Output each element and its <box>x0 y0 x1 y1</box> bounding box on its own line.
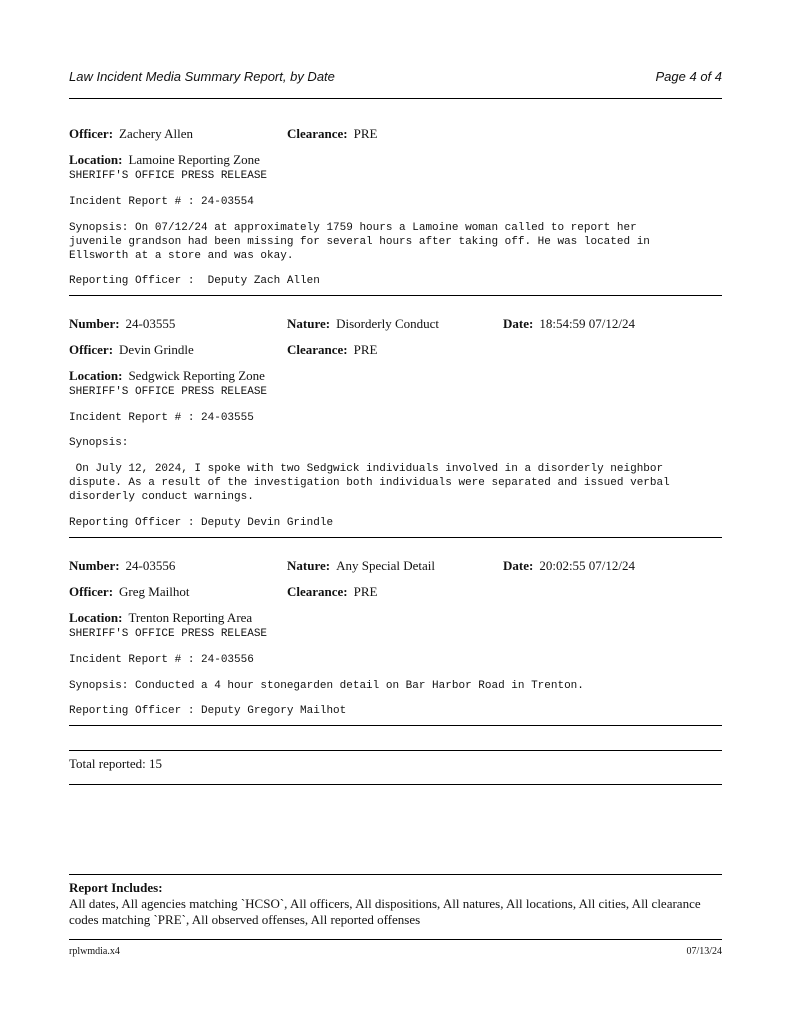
clearance-field <box>287 584 377 600</box>
number-value: 24-03555 <box>125 316 176 331</box>
header-divider <box>69 98 722 99</box>
officer-value: Greg Mailhot <box>119 584 190 599</box>
includes-divider-top <box>69 874 722 875</box>
clearance-value: PRE <box>353 342 378 357</box>
clearance-field <box>287 126 377 142</box>
reporting-officer: Reporting Officer : Deputy Devin Grindle <box>69 517 334 529</box>
date-value: 20:02:55 07/12/24 <box>539 558 636 573</box>
nature-label: Nature: <box>287 558 331 573</box>
officer-field <box>69 126 193 142</box>
location-field <box>69 368 265 384</box>
clearance-field <box>287 342 377 358</box>
officer-field <box>69 584 189 600</box>
nature-value: Any Special Detail <box>336 558 436 573</box>
report-header <box>69 66 722 88</box>
print-date: 07/13/24 <box>686 946 722 957</box>
date-label: Date: <box>503 558 534 573</box>
synopsis-label: Synopsis: <box>69 437 129 449</box>
clearance-value: PRE <box>353 584 378 599</box>
nature-value: Disorderly Conduct <box>336 316 439 331</box>
press-release-line: SHERIFF'S OFFICE PRESS RELEASE <box>69 386 268 398</box>
officer-value: Zachery Allen <box>119 126 194 141</box>
nature-field <box>287 316 439 332</box>
total-reported: Total reported: 15 <box>69 756 162 771</box>
date-field <box>503 558 635 574</box>
number-field <box>69 558 175 574</box>
location-value: Lamoine Reporting Zone <box>128 152 260 167</box>
officer-field <box>69 342 194 358</box>
location-value: Trenton Reporting Area <box>128 610 253 625</box>
reporting-officer: Reporting Officer : Deputy Zach Allen <box>69 275 320 287</box>
press-release-line: SHERIFF'S OFFICE PRESS RELEASE <box>69 170 268 182</box>
clearance-label: Clearance: <box>287 126 348 141</box>
page-number: Page 4 of 4 <box>655 69 722 84</box>
incident-divider <box>69 725 722 726</box>
number-field <box>69 316 175 332</box>
clearance-label: Clearance: <box>287 584 348 599</box>
location-value: Sedgwick Reporting Zone <box>128 368 265 383</box>
clearance-label: Clearance: <box>287 342 348 357</box>
total-divider-bottom <box>69 784 722 785</box>
location-field <box>69 610 252 626</box>
incident-divider <box>69 537 722 538</box>
clearance-value: PRE <box>353 126 378 141</box>
footer-divider <box>69 939 722 940</box>
date-field <box>503 316 635 332</box>
synopsis-text: On July 12, 2024, I spoke with two Sedgwick individuals involved in a disorderly neighbor dispute. As a result of the investigation both individuals were separated and issued verbal disorderly conduct warnings. <box>69 463 670 503</box>
report-includes-text: All dates, All agencies matching `HCSO`, All officers, All dispositions, All natures, All locations, All cities, All clearance codes matching `PRE`, All observed offenses, All reported offenses <box>69 896 701 927</box>
press-release-line: SHERIFF'S OFFICE PRESS RELEASE <box>69 628 268 640</box>
nature-field <box>287 558 435 574</box>
number-label: Number: <box>69 558 120 573</box>
incident-divider <box>69 295 722 296</box>
incident-report-number: Incident Report # : 24-03555 <box>69 412 254 424</box>
nature-label: Nature: <box>287 316 331 331</box>
synopsis-text: Synopsis: On 07/12/24 at approximately 1759 hours a Lamoine woman called to report her juvenile grandson had been missing for several hours after taking off. He was located in Ellsworth at a store and was okay. <box>69 222 650 262</box>
report-code: rplwmdia.x4 <box>69 946 120 957</box>
number-value: 24-03556 <box>125 558 176 573</box>
reporting-officer: Reporting Officer : Deputy Gregory Mailhot <box>69 705 347 717</box>
location-label: Location: <box>69 152 123 167</box>
incident-report-number: Incident Report # : 24-03554 <box>69 196 254 208</box>
officer-label: Officer: <box>69 126 114 141</box>
location-label: Location: <box>69 368 123 383</box>
report-title: Law Incident Media Summary Report, by Date <box>69 69 335 84</box>
incident-report-number: Incident Report # : 24-03556 <box>69 654 254 666</box>
total-divider-top <box>69 750 722 751</box>
synopsis-text: Synopsis: Conducted a 4 hour stonegarden detail on Bar Harbor Road in Trenton. <box>69 680 584 692</box>
location-field <box>69 152 260 168</box>
number-label: Number: <box>69 316 120 331</box>
report-includes-title: Report Includes: <box>69 880 163 895</box>
officer-value: Devin Grindle <box>119 342 194 357</box>
officer-label: Officer: <box>69 584 114 599</box>
officer-label: Officer: <box>69 342 114 357</box>
date-value: 18:54:59 07/12/24 <box>539 316 636 331</box>
date-label: Date: <box>503 316 534 331</box>
location-label: Location: <box>69 610 123 625</box>
